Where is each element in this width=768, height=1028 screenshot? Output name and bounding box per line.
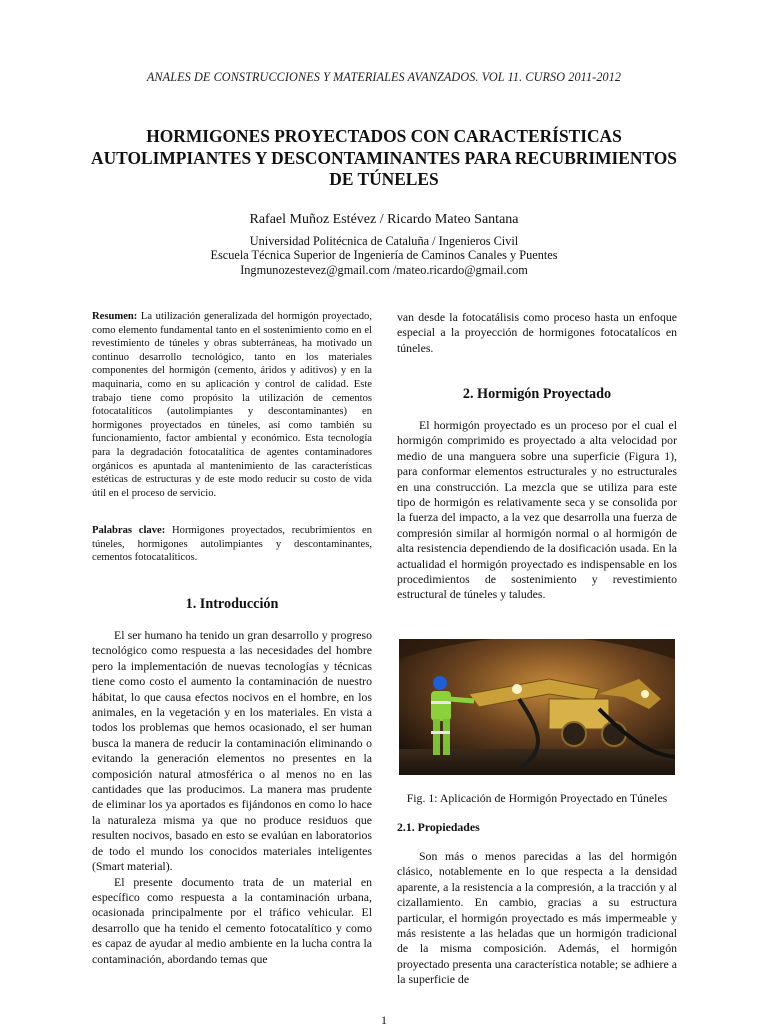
introduction-body <box>92 628 372 967</box>
continuation-text: van desde la fotocatálisis como proceso hasta un enfoque especial a la proyección de hormigones fotocatalícos en túneles. <box>397 310 677 355</box>
section21-body <box>397 849 677 988</box>
section21-paragraph: Son más o menos parecidas a las del hormigón clásico, notablemente en lo que respecta a la densidad aparente, a la resistencia a la compresión, a la tracción y al cizallamiento. En cambio, gracias a su estructura particular, el hormigón proyectado es más impermeable y más resistente a las heladas que un hormigón tradicional de la misma composición. Además, el hormigón proyectado presenta una característica notable; se adhiere a la superficie de <box>397 849 677 987</box>
figure-tunnel-shotcrete-photo <box>399 639 675 775</box>
affiliation-university: Universidad Politécnica de Cataluña / Ingenieros Civil <box>249 234 519 248</box>
affiliation-emails[interactable]: Ingmunozestevez@gmail.com /mateo.ricardo@gmail.com <box>240 263 528 277</box>
section-heading-hormigon-proyectado: 2. Hormigón Proyectado <box>462 386 612 402</box>
abstract-text: La utilización generalizada del hormigón proyectado, como elemento fundamental tanto en el sostenimiento como en el revestimiento de túneles y obras subterráneas, ha motivado un continuo desarrollo tecnológico, tanto en los materiales componentes del hormigón (cemento, áridos y aditivos) y en la maquinaria, como en su aplicación y control de calidad. Este trabajo tiene como propósito la utilización de cementos fotocatalíticos (autolimpiantes y descontaminantes) en hormigones proyectados en túneles, así como también su funcionamiento, factor ambiental y económico. Esta tecnología para la degradación fotocatalítica de agentes contaminadores orgánicos es apuntada al mantenimiento de las características estéticas de estructuras y de este modo reducir su costo de vida útil en el proceso de servicio. <box>92 311 372 499</box>
running-head: ANALES DE CONSTRUCCIONES Y MATERIALES AVANZADOS. VOL 11. CURSO 2011-2012 <box>146 70 622 84</box>
section-heading-introduction: 1. Introducción <box>185 596 279 612</box>
abstract <box>92 310 372 500</box>
abstract-label: Resumen: <box>92 311 138 322</box>
affiliation-school: Escuela Técnica Superior de Ingeniería de Caminos Canales y Puentes <box>210 248 558 262</box>
figure-caption: Fig. 1: Aplicación de Hormigón Proyectado en Túneles <box>406 791 668 805</box>
page-number: 1 <box>381 1013 387 1027</box>
keywords-text: Hormigones proyectados, recubrimientos en túneles, hormigones autolimpiantes y descontaminantes, cementos fotocatalíticos. <box>92 525 372 564</box>
introduction-paragraph-2: El presente documento trata de un material en específico como respuesta a la contaminación urbana, ocasionada principalmente por el tráfico vehicular. El desarrollo que ha tenido el cemento fotocatalítico y como es capaz de ayudar al medio ambiente en la lucha contra la contaminación, abordando temas que <box>92 874 372 966</box>
section2-body <box>397 418 677 603</box>
keywords-label: Palabras clave: <box>92 525 166 536</box>
keywords <box>92 524 372 565</box>
right-column-continuation <box>397 310 677 356</box>
introduction-paragraph-1: El ser humano ha tenido un gran desarrollo y progreso tecnológico como respuesta a las necesidades del hombre pero la implementación de nuevas tecnologías y técnicas tiene como costo el aumento la contaminación de nuestro hábitat, lo que causa efectos nocivos en el hombre, en los animales, en la vegetación y en los materiales. En vista a todos los problemas que hemos ocasionado, el ser human busca la manera de reducir la contaminación eliminando o evitando la generación elementos no presentes en la composición natural atmosférica o al menos no en las cantidades que las producimos. La manera mas prudente de eliminar los ya aportados es fijándonos en como lo hace la naturaleza misma ya que no produce residuos que resulten nocivos, basado en esto se evalúan en laboratorios de todo el mundo los conocidos materiales inteligentes (Smart material). <box>92 628 372 874</box>
authors: Rafael Muñoz Estévez / Ricardo Mateo Santana <box>249 212 519 227</box>
paper-title: HORMIGONES PROYECTADOS CON CARACTERÍSTICAS AUTOLIMPIANTES Y DESCONTAMINANTES PARA RECUBRIMIENTOS DE TÚNELES <box>91 126 677 189</box>
subsection-heading-propiedades: 2.1. Propiedades <box>397 820 480 834</box>
section2-paragraph: El hormigón proyectado es un proceso por el cual el hormigón comprimido es proyectado a alta velocidad por medio de una manguera sobre una superficie (Figura 1), para conformar elementos estructurales y no estructurales en una construcción. La mezcla que se utiliza para este tipo de hormigón es relativamente seca y se consolida por la fuerza del impacto, a la vez que desarrolla una fuerza de compresión similar al hormigón normal o al hormigón de alta resistencia dependiendo de la dosificación usada. En la actualidad el hormigón proyectado es indispensable en los procedimientos de sostenimiento y revestimiento estructural de túneles y taludes. <box>397 418 677 602</box>
tunnel-photo-illustration <box>399 639 675 775</box>
